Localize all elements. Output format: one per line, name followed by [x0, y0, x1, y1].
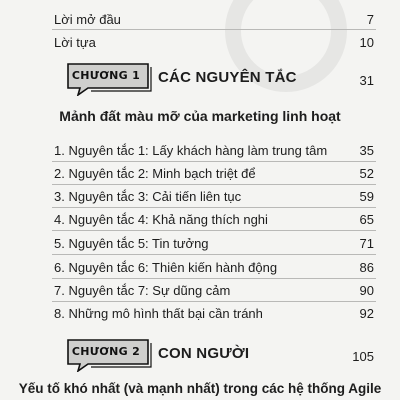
toc-label: 7. Nguyên tắc 7: Sự dũng cảm — [54, 283, 231, 298]
toc-label: 5. Nguyên tắc 5: Tin tưởng — [54, 236, 209, 251]
toc-row[interactable] — [54, 306, 374, 321]
toc-label: Lời mở đầu — [54, 12, 121, 27]
divider — [52, 29, 376, 30]
chapter-2-badge — [66, 338, 152, 368]
toc-row-front-2[interactable] — [54, 35, 374, 50]
toc-page: 35 — [359, 143, 374, 158]
divider — [52, 184, 376, 185]
toc-row[interactable] — [54, 212, 374, 227]
toc-row[interactable] — [54, 283, 374, 298]
toc-page: 52 — [359, 166, 374, 181]
chapter-2-subtitle: Yếu tố khó nhất (và mạnh nhất) trong các hệ thống Agile — [18, 381, 382, 396]
chapter-2-page: 105 — [352, 349, 374, 364]
toc-page: 92 — [359, 306, 374, 321]
toc-page: 7 — [366, 12, 374, 27]
chapter-1-badge — [66, 62, 152, 92]
chapter-badge-label: CHƯƠNG 1 — [71, 68, 141, 82]
toc-label: 3. Nguyên tắc 3: Cải tiến liên tục — [54, 189, 242, 204]
toc-label: 2. Nguyên tắc 2: Minh bạch triệt để — [54, 166, 256, 181]
toc-page: 86 — [359, 260, 374, 275]
toc-row-front-1[interactable] — [54, 12, 374, 27]
chapter-1-title[interactable]: CÁC NGUYÊN TẮC — [158, 69, 297, 86]
toc-page: 71 — [359, 236, 374, 251]
chapter-1-page: 31 — [359, 73, 374, 88]
toc-page: 90 — [359, 283, 374, 298]
toc-row[interactable] — [54, 260, 374, 275]
toc-row[interactable] — [54, 166, 374, 181]
toc-row[interactable] — [54, 143, 374, 158]
toc-label: 1. Nguyên tắc 1: Lấy khách hàng làm trung tâm — [54, 143, 328, 158]
toc-label: 8. Những mô hình thất bại cần tránh — [54, 306, 263, 321]
toc-label: 4. Nguyên tắc 4: Khả năng thích nghi — [54, 212, 268, 227]
toc-page: 59 — [359, 189, 374, 204]
chapter-badge-label: CHƯƠNG 2 — [71, 344, 141, 358]
toc-row[interactable] — [54, 189, 374, 204]
divider — [52, 161, 376, 162]
chapter-1-subtitle: Mảnh đất màu mỡ của marketing linh hoạt — [59, 108, 341, 124]
divider — [52, 207, 376, 208]
toc-label: 6. Nguyên tắc 6: Thiên kiến hành động — [54, 260, 278, 275]
chapter-2-title[interactable]: CON NGƯỜI — [158, 345, 250, 362]
toc-row[interactable] — [54, 236, 374, 251]
toc-page: 10 — [359, 35, 374, 50]
divider — [52, 278, 376, 279]
divider — [52, 301, 376, 302]
toc-label: Lời tựa — [54, 35, 96, 50]
divider — [52, 230, 376, 231]
toc-page: 65 — [359, 212, 374, 227]
divider — [52, 254, 376, 255]
